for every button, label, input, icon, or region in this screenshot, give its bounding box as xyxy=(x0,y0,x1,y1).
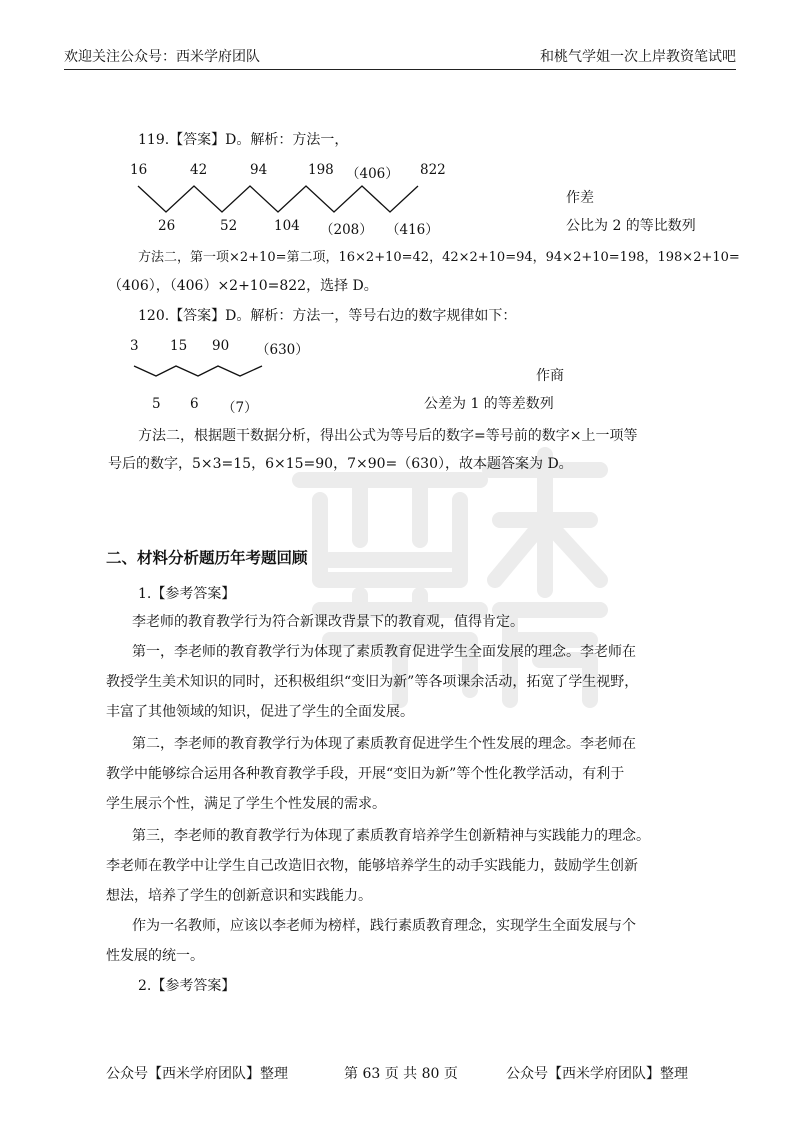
q119-top-value: 822 xyxy=(420,162,446,178)
item2-label: 2.【参考答案】 xyxy=(138,978,236,994)
paragraph-line: 想法，培养了学生的创新意识和实践能力。 xyxy=(106,888,372,904)
q119-method2-line1: 方法二，第一项×2+10=第二项，16×2+10=42，42×2+10=94，94×2+10=198，198×2+10= xyxy=(138,250,740,265)
paragraph-line: 第二，李老师的教育教学行为体现了素质教育促进学生个性发展的理念。李老师在 xyxy=(132,736,636,752)
q119-note-geometric: 公比为 2 的等比数列 xyxy=(566,218,696,234)
q120-title: 120.【答案】D。解析：方法一，等号右边的数字规律如下： xyxy=(138,308,517,324)
q119-bottom-value: 26 xyxy=(158,218,176,234)
q119-title: 119.【答案】D。解析：方法一， xyxy=(138,132,349,148)
header-right-text: 和桃气学姐一次上岸教资笔试吧 xyxy=(540,49,736,65)
paragraph-line: 性发展的统一。 xyxy=(106,948,204,964)
q119-method2-line2: （406），（406）×2+10=822，选择 D。 xyxy=(108,278,378,294)
q119-top-value: 198 xyxy=(308,162,334,178)
q120-note-quotient: 作商 xyxy=(536,368,564,384)
q120-method2-line1: 方法二，根据题干数据分析，得出公式为等号后的数字=等号前的数字×上一项等 xyxy=(138,428,638,444)
item1-label: 1.【参考答案】 xyxy=(138,586,236,602)
q120-zigzag-diagram xyxy=(0,0,800,420)
header-left-text: 欢迎关注公众号：西米学府团队 xyxy=(64,49,260,65)
q119-bottom-value: （208） xyxy=(320,222,373,238)
q119-top-value: 94 xyxy=(250,162,268,178)
paragraph-line: 教授学生美术知识的同时，还积极组织“变旧为新”等各项课余活动，拓宽了学生视野， xyxy=(106,674,639,690)
paragraph-line: 学生展示个性，满足了学生个性发展的需求。 xyxy=(106,796,386,812)
q120-bottom-value: 6 xyxy=(190,396,199,412)
q119-top-value: （406） xyxy=(346,166,399,182)
q120-top-value: （630） xyxy=(256,342,309,358)
q120-top-value: 15 xyxy=(170,338,188,354)
q119-top-value: 16 xyxy=(130,162,148,178)
paragraph-line: 李老师的教育教学行为符合新课改背景下的教育观，值得肯定。 xyxy=(132,614,524,630)
q119-bottom-value: 52 xyxy=(220,218,238,234)
q120-bottom-value: （7） xyxy=(222,400,258,416)
section-heading: 二、材料分析题历年考题回顾 xyxy=(106,549,308,567)
q119-bottom-value: 104 xyxy=(274,218,300,234)
q120-bottom-value: 5 xyxy=(152,396,161,412)
paragraph-line: 丰富了其他领域的知识，促进了学生的全面发展。 xyxy=(106,704,414,720)
paragraph-line: 教学中能够综合运用各种教育教学手段，开展“变旧为新”等个性化教学活动，有利于 xyxy=(106,766,625,782)
q120-note-arithmetic: 公差为 1 的等差数列 xyxy=(424,396,554,412)
q119-bottom-value: （416） xyxy=(386,222,439,238)
paragraph-line: 第一，李老师的教育教学行为体现了素质教育促进学生全面发展的理念。李老师在 xyxy=(132,644,636,660)
paragraph-line: 作为一名教师，应该以李老师为榜样，践行素质教育理念，实现学生全面发展与个 xyxy=(132,918,636,934)
footer-left-text: 公众号【西米学府团队】整理 xyxy=(106,1066,288,1082)
footer-right-text: 公众号【西米学府团队】整理 xyxy=(506,1066,688,1082)
page-number: 第 63 页 共 80 页 xyxy=(344,1066,458,1082)
q119-top-value: 42 xyxy=(190,162,208,178)
q119-note-difference: 作差 xyxy=(566,190,594,206)
q120-top-value: 90 xyxy=(212,338,230,354)
paragraph-line: 第三，李老师的教育教学行为体现了素质教育培养学生创新精神与实践能力的理念。 xyxy=(132,828,650,844)
q120-top-value: 3 xyxy=(130,338,139,354)
q120-method2-line2: 号后的数字，5×3=15，6×15=90，7×90=（630），故本题答案为 D。 xyxy=(108,456,573,472)
paragraph-line: 李老师在教学中让学生自己改造旧衣物，能够培养学生的动手实践能力，鼓励学生创新 xyxy=(106,858,638,874)
